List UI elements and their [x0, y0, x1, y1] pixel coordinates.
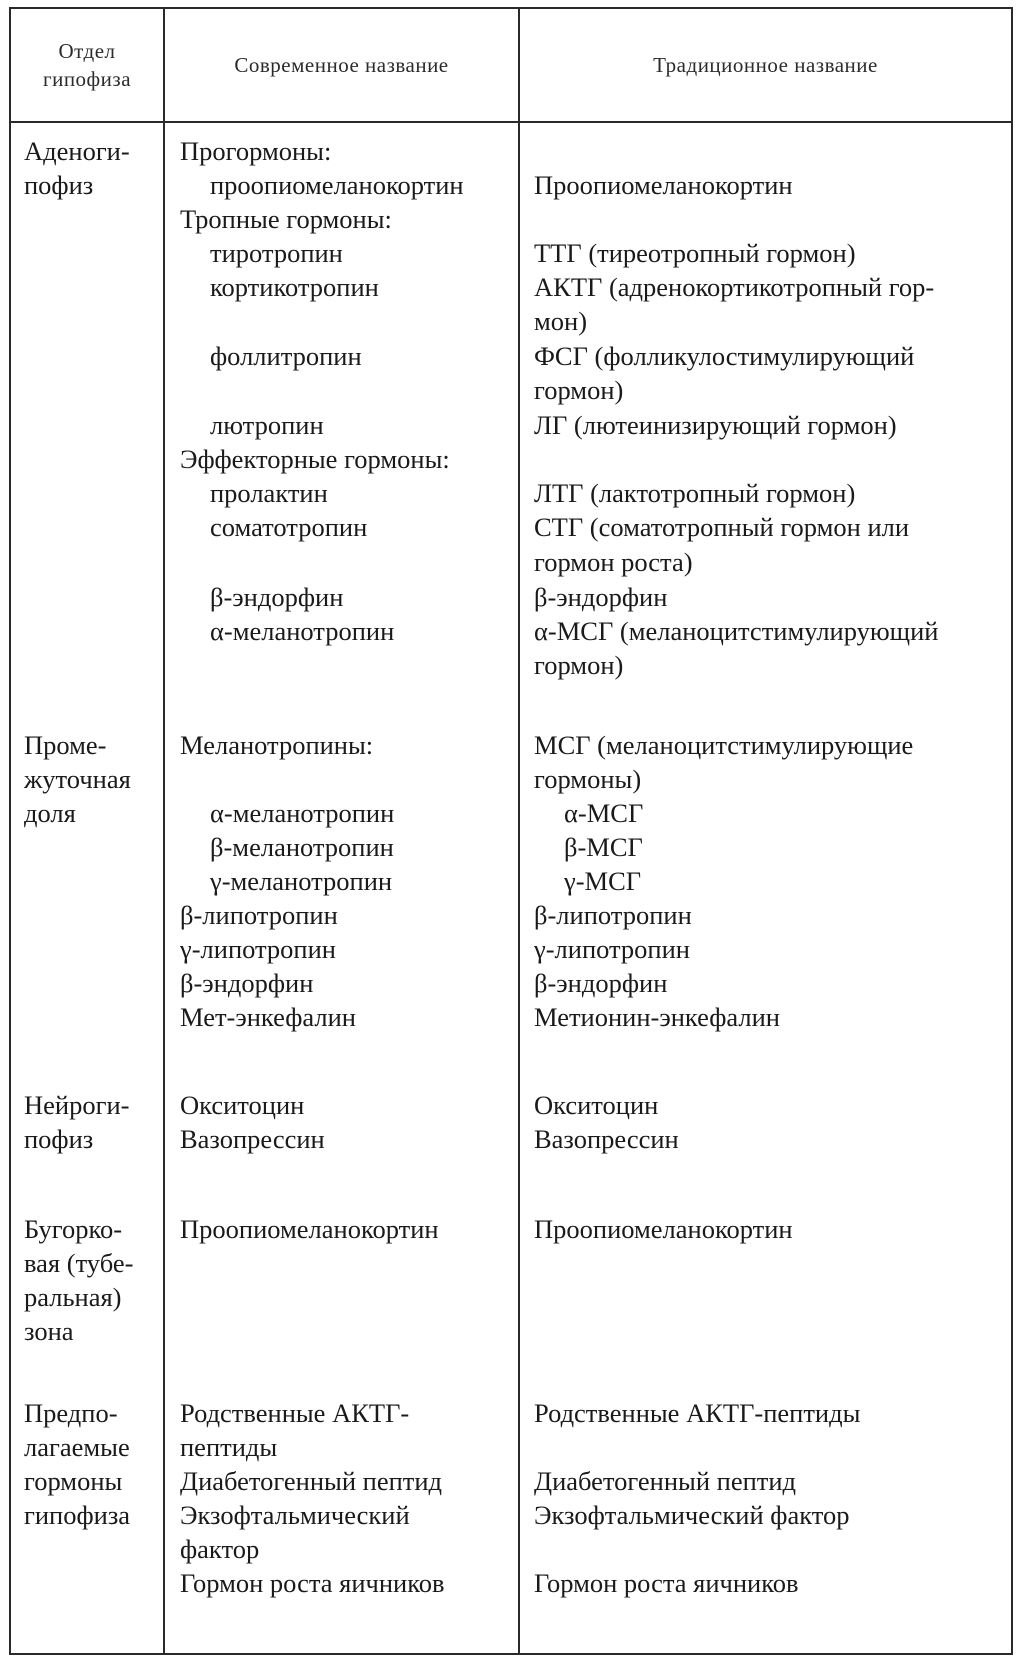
header-section-line: Отдел	[58, 39, 116, 63]
section-line: пофиз	[24, 1124, 94, 1154]
modern-item: Вазопрессин	[180, 1124, 325, 1154]
modern-item: фактор	[180, 1534, 260, 1564]
traditional-item: γ-МСГ	[564, 866, 642, 896]
header-divider	[9, 121, 1013, 123]
section-line: пофиз	[24, 170, 94, 200]
traditional-item: ЛГ (лютеинизирующий гормон)	[534, 410, 897, 440]
column-divider-2	[518, 7, 520, 1655]
traditional-item: β-эндорфин	[534, 968, 668, 998]
traditional-item: МСГ (меланоцитстимулирующие	[534, 730, 914, 760]
traditional-item: α-МСГ	[564, 798, 644, 828]
section-line: зона	[24, 1316, 74, 1346]
section-line: вая (тубе-	[24, 1248, 134, 1278]
modern-item: Экзофтальмический	[180, 1500, 410, 1530]
traditional-item: Проопиомеланокортин	[534, 1214, 793, 1244]
traditional-item: мон)	[534, 306, 588, 336]
traditional-item: Метионин-энкефалин	[534, 1002, 780, 1032]
section-line: доля	[24, 798, 76, 828]
modern-item: γ-меланотропин	[210, 866, 393, 896]
section-line: ральная)	[24, 1282, 122, 1312]
traditional-item: Экзофтальмический фактор	[534, 1500, 850, 1530]
traditional-item: АКТГ (адренокортикотропный гор-	[534, 272, 935, 302]
traditional-item: СТГ (соматотропный гормон или	[534, 512, 910, 542]
section-line: Нейроги-	[24, 1090, 130, 1120]
modern-item: Диабетогенный пептид	[180, 1466, 443, 1496]
traditional-item: β-липотропин	[534, 900, 692, 930]
modern-item: γ-липотропин	[180, 934, 336, 964]
modern-item: Проопиомеланокортин	[180, 1214, 439, 1244]
modern-item: пептиды	[180, 1432, 278, 1462]
traditional-item: Диабетогенный пептид	[534, 1466, 797, 1496]
table-frame	[9, 7, 1013, 1655]
column-divider-1	[163, 7, 165, 1655]
header-modern-name: Современное название	[234, 53, 449, 77]
section-line: гормоны	[24, 1466, 123, 1496]
modern-item: Окситоцин	[180, 1090, 305, 1120]
traditional-item: гормон)	[534, 375, 624, 405]
section-line: Проме-	[24, 730, 107, 760]
traditional-item: гормоны)	[534, 764, 642, 794]
section-line: гипофиза	[24, 1500, 131, 1530]
section-line: Аденоги-	[24, 136, 130, 166]
traditional-item: Гормон роста яичников	[534, 1568, 799, 1598]
traditional-item: Окситоцин	[534, 1090, 659, 1120]
traditional-item: γ-липотропин	[534, 934, 690, 964]
modern-item: тиротропин	[210, 238, 343, 268]
modern-item: β-эндорфин	[180, 968, 314, 998]
traditional-item: ТТГ (тиреотропный гормон)	[534, 238, 856, 268]
section-line: Предпо-	[24, 1398, 118, 1428]
traditional-item: Вазопрессин	[534, 1124, 679, 1154]
header-section-line: гипофиза	[42, 67, 132, 91]
traditional-item: Родственные АКТГ-пептиды	[534, 1398, 861, 1428]
modern-item: лютропин	[210, 410, 324, 440]
modern-group-heading: Прогормоны:	[180, 136, 332, 166]
traditional-item: Проопиомеланокортин	[534, 170, 793, 200]
modern-group-heading: Тропные гормоны:	[180, 204, 392, 234]
section-line: жуточная	[24, 764, 131, 794]
modern-group-heading: Меланотропины:	[180, 730, 374, 760]
traditional-item: ФСГ (фолликулостимулирующий	[534, 341, 915, 371]
modern-item: Мет-энкефалин	[180, 1002, 356, 1032]
modern-item: β-липотропин	[180, 900, 338, 930]
modern-item: β-меланотропин	[210, 832, 394, 862]
modern-item: Родственные АКТГ-	[180, 1398, 410, 1428]
modern-item: β-эндорфин	[210, 582, 344, 612]
modern-item: проопиомеланокортин	[210, 170, 464, 200]
modern-item: кортикотропин	[210, 272, 379, 302]
traditional-item: гормон роста)	[534, 547, 693, 577]
header-section	[11, 9, 163, 121]
modern-item: соматотропин	[210, 512, 368, 542]
traditional-item: β-эндорфин	[534, 582, 668, 612]
section-line: лагаемые	[24, 1432, 130, 1462]
modern-item: Гормон роста яичников	[180, 1568, 445, 1598]
traditional-item: гормон)	[534, 650, 624, 680]
modern-item: α-меланотропин	[210, 798, 395, 828]
traditional-item: α-МСГ (меланоцитстимулирующий	[534, 616, 939, 646]
modern-item: фоллитропин	[210, 341, 362, 371]
modern-item: α-меланотропин	[210, 616, 395, 646]
section-line: Бугорко-	[24, 1214, 123, 1244]
modern-group-heading: Эффекторные гормоны:	[180, 444, 450, 474]
traditional-item: β-МСГ	[564, 832, 643, 862]
header-traditional-name: Традиционное название	[653, 53, 878, 77]
modern-item: пролактин	[210, 478, 328, 508]
traditional-item: ЛТГ (лактотропный гормон)	[534, 478, 856, 508]
